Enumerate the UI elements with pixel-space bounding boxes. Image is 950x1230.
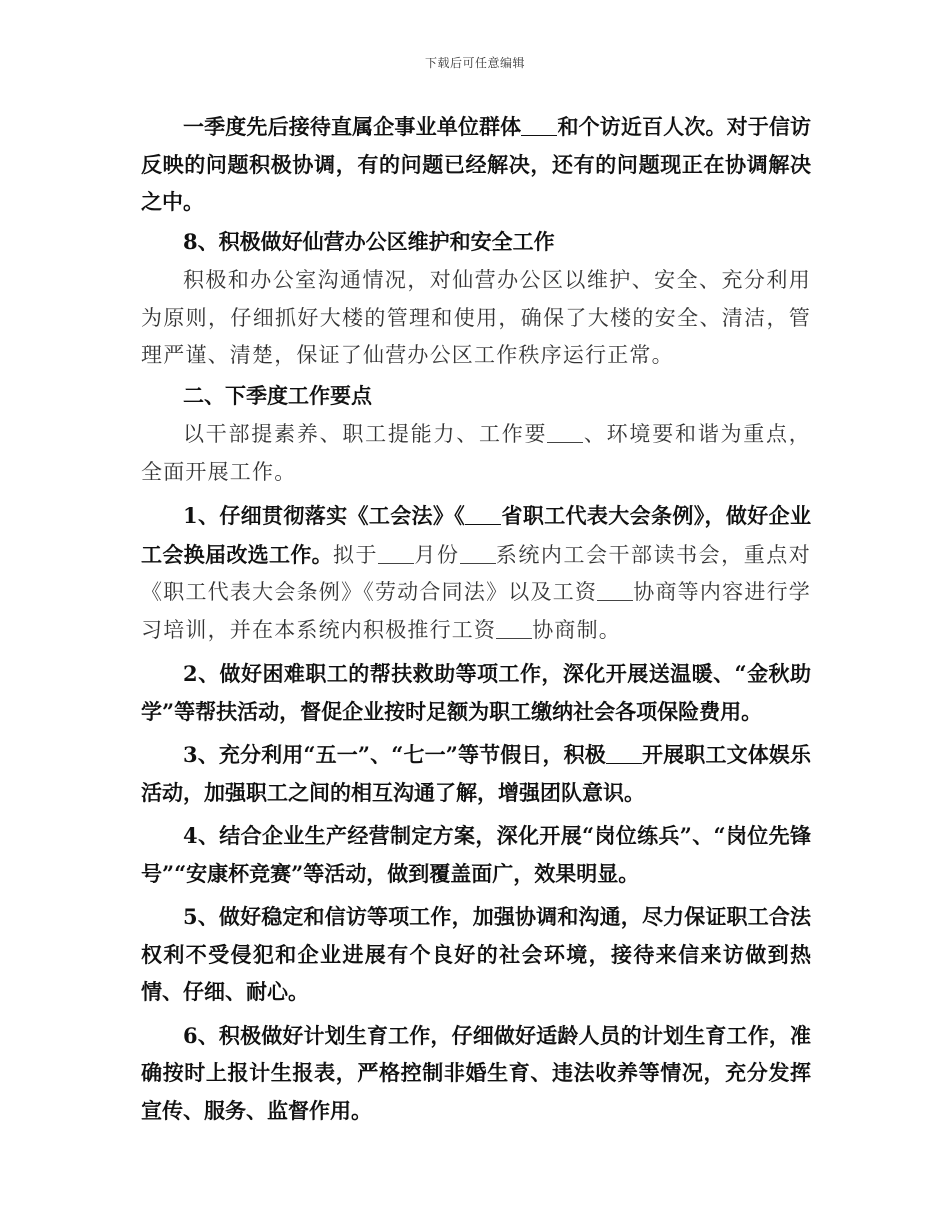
blank-line (597, 579, 633, 601)
blank-line (460, 542, 496, 564)
paragraph-item-3: 3、充分利用“五一”、“七一”等节假日，积极 开展职工文体娱乐活动，加强职工之间的相互沟通了解，增强团队意识。 (141, 742, 811, 805)
blank-line (378, 542, 414, 564)
page-header: 下载后可任意编辑 (424, 56, 525, 70)
paragraph-office-maintenance: 积极和办公室沟通情况，对仙营办公区以维护、安全、充分利用为原则，仔细抓好大楼的管理和使用，确保了大楼的安全、清洁，管理严谨、清楚，保证了仙营办公区工作秩序运行正常。 (141, 268, 811, 367)
blank-line (465, 503, 501, 525)
section-heading-next-quarter: 二、下季度工作要点 (183, 382, 372, 408)
blank-line (606, 742, 642, 764)
paragraph-item-5: 5、做好稳定和信访等项工作，加强协调和沟通，尽力保证职工合法权利不受侵犯和企业进展有个良好的社会环境，接待来信来访做到热情、仔细、耐心。 (141, 904, 811, 1004)
paragraph-item-2: 2、做好困难职工的帮扶救助等项工作，深化开展送温暖、“金秋助学”等帮扶活动，督促企业按时足额为职工缴纳社会各项保险费用。 (141, 661, 811, 724)
paragraph-item-4: 4、结合企业生产经营制定方案，深化开展“岗位练兵”、“岗位先锋号”“安康杯竞赛”等活动，做到覆盖面广，效果明显。 (141, 823, 811, 886)
paragraph-item-6: 6、积极做好计划生育工作，仔细做好适龄人员的计划生育工作，准确按时上报计生报表，严格控制非婚生育、违法收养等情况，充分发挥宣传、服务、监督作用。 (141, 1022, 811, 1123)
paragraph-next-quarter-intro: 以干部提素养、职工提能力、工作要 、环境要和谐为重点，全面开展工作。 (141, 422, 812, 484)
document-body (141, 108, 811, 1129)
paragraph-item-1: 1、仔细贯彻落实《工会法》《 省职工代表大会条例》，做好企业工会换届改选工作。拟于 月份 系统内工会干部读书会，重点对《职工代表大会条例》《劳动合同法》以及工资 协商等内容进行学习培训，并在本系统内积极推行工资 协商制。 (141, 503, 811, 642)
blank-line (496, 617, 532, 639)
blank-line (521, 114, 557, 136)
paragraph-reception: 一季度先后接待直属企事业单位群体 和个访近百人次。对于信访反映的问题积极协调，有的问题已经解决，还有的问题现正在协调解决之中。 (141, 114, 812, 214)
blank-line (547, 421, 583, 443)
paragraph-heading-office-maintenance: 8、积极做好仙营办公区维护和安全工作 (183, 228, 555, 254)
